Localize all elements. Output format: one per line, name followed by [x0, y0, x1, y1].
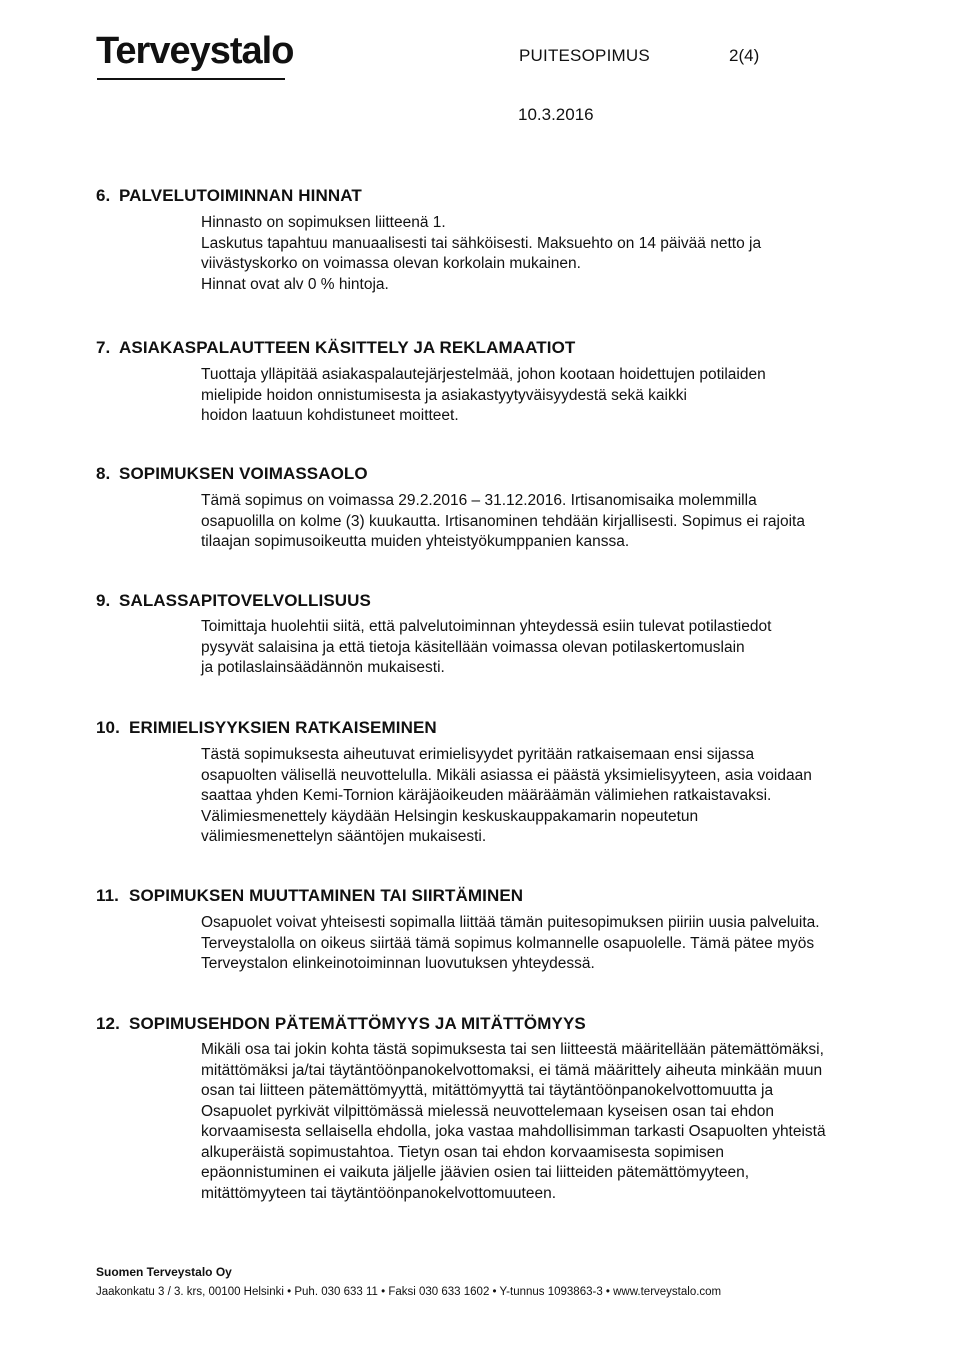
- paragraph-line: Mikäli osa tai jokin kohta tästä sopimuksesta tai sen liitteestä määritellään pätemättömäksi,: [201, 1041, 824, 1058]
- section-title: ERIMIELISYYKSIEN RATKAISEMINEN: [129, 718, 437, 737]
- document-title: PUITESOPIMUS: [519, 46, 650, 65]
- section-title: SALASSAPITOVELVOLLISUUS: [119, 591, 371, 610]
- section-title: SOPIMUKSEN VOIMASSAOLO: [119, 464, 368, 483]
- paragraph-line: viivästyskorko on voimassa olevan korkolain mukainen.: [201, 255, 581, 272]
- paragraph-line: korvaamisesta sellaisella ehdolla, joka vastaa mahdollisimman tarkasti Osapuolten yhteistä: [201, 1123, 826, 1140]
- section-10-heading: [96, 718, 437, 738]
- section-11-heading: [96, 886, 523, 906]
- section-number: 9.: [96, 591, 111, 610]
- paragraph-line: osapuolilla on kolme (3) kuukautta. Irtisanominen tehdään kirjallisesti. Sopimus ei rajoita: [201, 512, 805, 530]
- section-title: ASIAKASPALAUTTEEN KÄSITTELY JA REKLAMAATIOT: [119, 338, 576, 357]
- section-number: 10.: [96, 718, 120, 737]
- section-title: PALVELUTOIMINNAN HINNAT: [119, 186, 362, 205]
- document-date: 10.3.2016: [518, 105, 594, 124]
- paragraph-line: Tästä sopimuksesta aiheutuvat erimielisyydet pyritään ratkaisemaan ensi sijassa: [201, 746, 755, 763]
- paragraph-line: Toimittaja huolehtii siitä, että palvelutoiminnan yhteydessä esiin tulevat potilastiedot: [201, 618, 772, 635]
- section-number: 11.: [96, 886, 119, 905]
- paragraph-line: Osapuolet voivat yhteisesti sopimalla liittää tämän puitesopimuksen piiriin uusia palveluita.: [201, 914, 820, 931]
- paragraph-line: osan tai liitteen pätemättömyyttä, mitättömyyttä tai täytäntöönpanokelvottomuutta ja: [201, 1082, 774, 1099]
- paragraph-line: ja potilaslainsäädännön mukaisesti.: [201, 659, 445, 676]
- section-8-body: [201, 491, 805, 553]
- section-number: 7.: [96, 338, 111, 357]
- section-number: 12.: [96, 1014, 120, 1033]
- paragraph-line: Terveystalolla on oikeus siirtää tämä sopimus kolmannelle osapuolelle. Tämä pätee myös: [201, 934, 815, 952]
- section-8-heading: [96, 464, 368, 484]
- section-6-body: [201, 213, 761, 295]
- section-title: SOPIMUKSEN MUUTTAMINEN TAI SIIRTÄMINEN: [129, 886, 524, 905]
- paragraph-line: Hinnat ovat alv 0 % hintoja.: [201, 275, 389, 293]
- paragraph-line: Välimiesmenettely käydään Helsingin keskuskauppakamarin nopeutetun: [201, 807, 699, 825]
- paragraph-line: Tämä sopimus on voimassa 29.2.2016 – 31.12.2016. Irtisanomisaika molemmilla: [201, 492, 757, 509]
- section-10-body: [201, 745, 812, 848]
- paragraph-line: hoidon laatuun kohdistuneet moitteet.: [201, 407, 459, 424]
- paragraph-line: tilaajan sopimusoikeutta muiden yhteistyökumppanien kanssa.: [201, 533, 630, 550]
- paragraph-line: epäonnistuminen ei vaikuta jäljelle jäävien osien tai liitteiden pätemättömyyteen,: [201, 1164, 749, 1181]
- section-6-heading: [96, 186, 362, 206]
- paragraph-line: mitättömäksi ja/tai täytäntöönpanokelvottomaksi, ei tämä määrittely aiheuta minkään muun: [201, 1061, 823, 1079]
- paragraph-line: pysyvät salaisina ja että tietoja käsitellään voimassa olevan potilaskertomuslain: [201, 638, 745, 656]
- section-7-heading: [96, 338, 575, 358]
- paragraph-line: saattaa yhden Kemi-Tornion käräjäoikeuden määräämän välimiehen ratkaistavaksi.: [201, 787, 772, 804]
- paragraph-line: osapuolten välisellä neuvottelulla. Mikäli asiassa ei päästä yksimielisyyteen, asia voidaan: [201, 766, 812, 784]
- logo-underline: [97, 78, 285, 80]
- footer-contact-info: Jaakonkatu 3 / 3. krs, 00100 Helsinki • Puh. 030 633 11 • Faksi 030 633 1602 • Y-tunnus 1093863-3 • www.terveystalo.com: [96, 1286, 722, 1298]
- section-title: SOPIMUSEHDON PÄTEMÄTTÖMYYS JA MITÄTTÖMYYS: [129, 1014, 586, 1033]
- section-12-body: [201, 1040, 826, 1204]
- paragraph-line: Laskutus tapahtuu manuaalisesti tai sähköisesti. Maksuehto on 14 päivää netto ja: [201, 234, 762, 252]
- terveystalo-logo: Terveystalo: [96, 30, 294, 72]
- paragraph-line: Hinnasto on sopimuksen liitteenä 1.: [201, 214, 446, 231]
- section-number: 8.: [96, 464, 111, 483]
- paragraph-line: mitättömyyteen tai täytäntöönpanokelvottomuuteen.: [201, 1184, 556, 1202]
- footer-company-name: Suomen Terveystalo Oy: [96, 1265, 232, 1279]
- paragraph-line: Terveystalon elinkeinotoiminnan luovutuksen yhteydessä.: [201, 955, 595, 972]
- paragraph-line: Tuottaja ylläpitää asiakaspalautejärjestelmää, johon kootaan hoidettujen potilaiden: [201, 366, 766, 383]
- section-7-body: [201, 365, 766, 427]
- page-number: 2(4): [729, 46, 760, 65]
- section-9-body: [201, 617, 771, 679]
- paragraph-line: Osapuolet pyrkivät vilpittömässä mielessä neuvottelemaan kyseisen osan tai ehdon: [201, 1102, 774, 1120]
- paragraph-line: mielipide hoidon onnistumisesta ja asiakastyytyväisyydestä sekä kaikki: [201, 386, 687, 404]
- section-11-body: [201, 913, 820, 975]
- paragraph-line: alkuperäistä sopimustahtoa. Tietyn osan tai ehdon korvaamisesta sopimisen: [201, 1143, 724, 1161]
- paragraph-line: välimiesmenettelyn sääntöjen mukaisesti.: [201, 828, 487, 845]
- section-number: 6.: [96, 186, 111, 205]
- section-12-heading: [96, 1014, 586, 1034]
- section-9-heading: [96, 591, 371, 611]
